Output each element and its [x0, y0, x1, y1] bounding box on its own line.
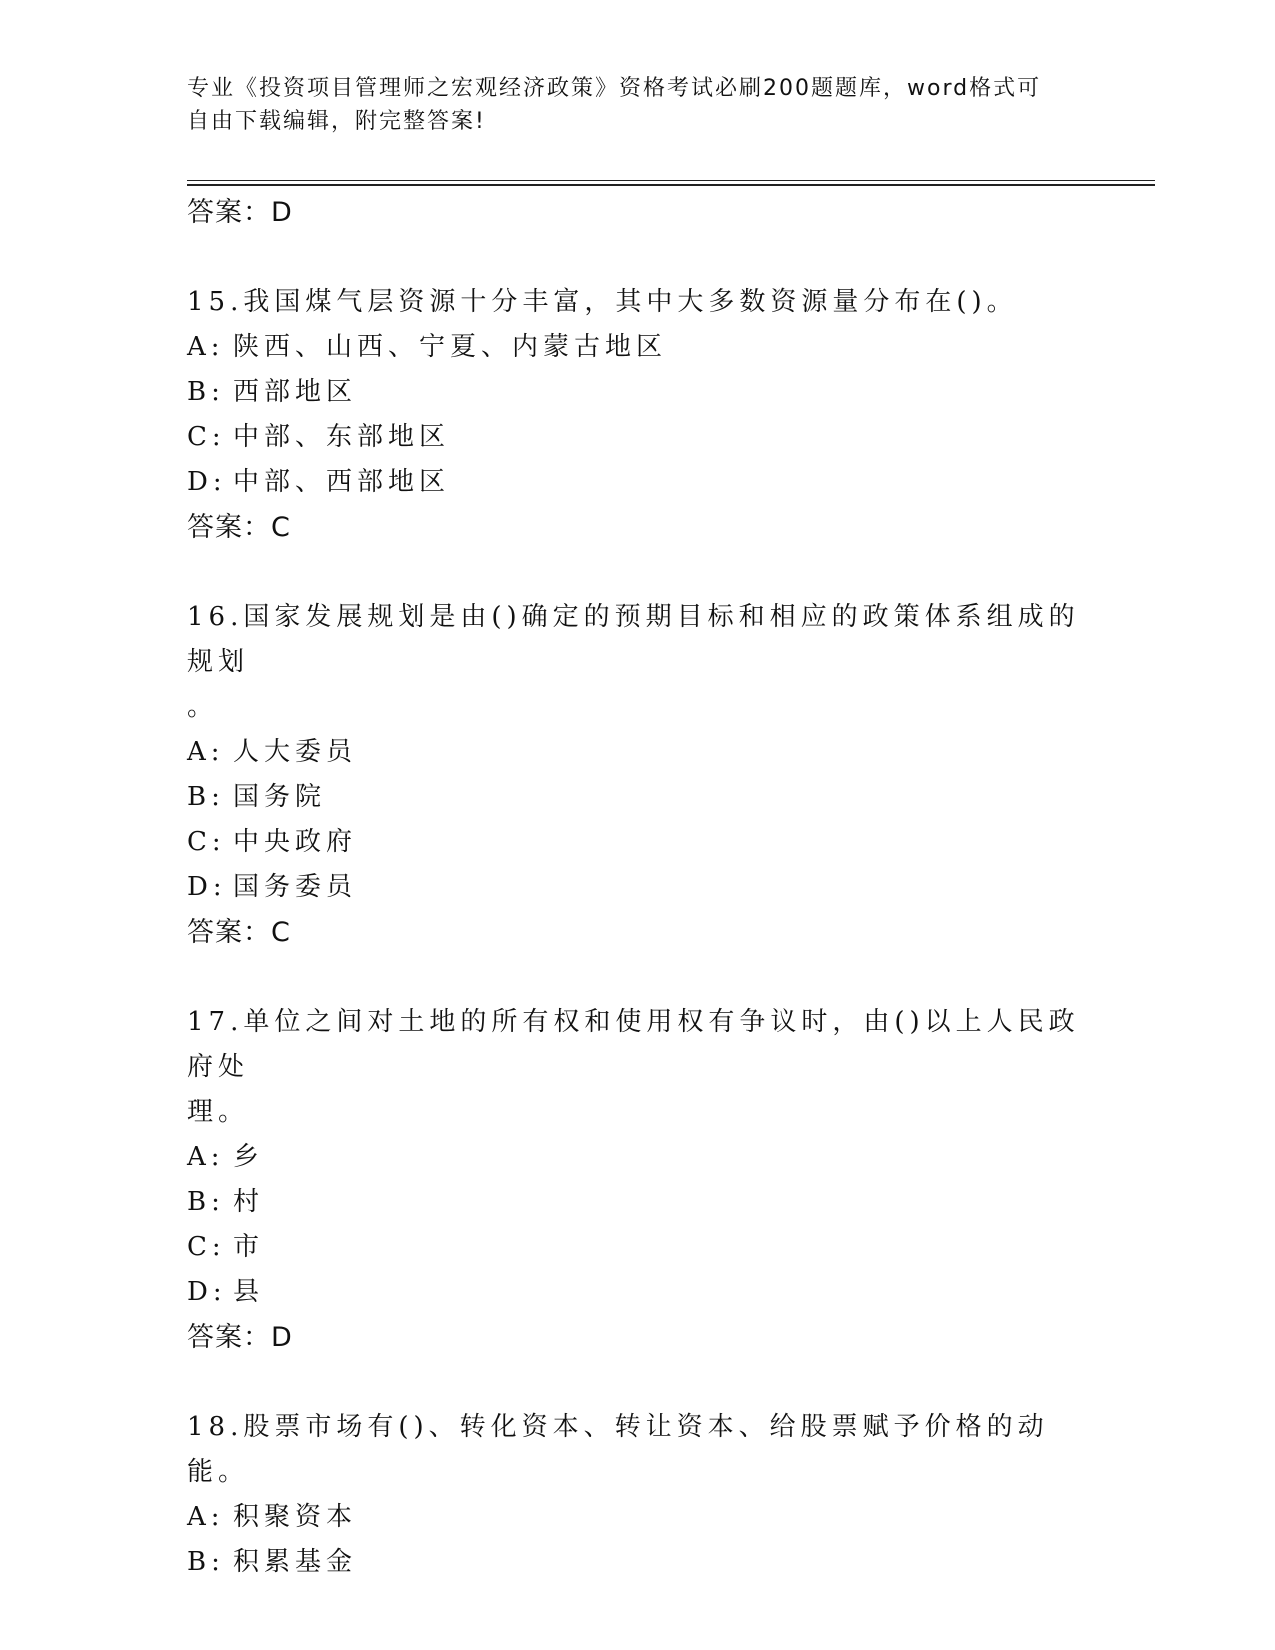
option-b — [187, 370, 1087, 415]
option-c — [187, 415, 1087, 460]
answer-value: C — [271, 917, 291, 948]
option-d — [187, 460, 1087, 505]
header-rule-thick — [187, 184, 1155, 186]
option-text: 积累基金 — [233, 1547, 358, 1577]
question-stem-line: 18.股票市场有()、转化资本、转让资本、给股票赋予价格的动能。 — [187, 1412, 1049, 1487]
option-text: 乡 — [233, 1142, 265, 1172]
answer-label: 答案： — [187, 1322, 271, 1353]
option-letter: B: — [187, 1547, 225, 1577]
answer-label: 答案： — [187, 917, 271, 948]
option-letter: A: — [187, 737, 225, 767]
option-letter: C: — [187, 422, 226, 452]
option-text: 陕西、山西、宁夏、内蒙古地区 — [233, 332, 668, 362]
option-a — [187, 1495, 1087, 1540]
option-text: 县 — [233, 1277, 265, 1307]
answer-line — [187, 505, 1087, 550]
option-text: 人大委员 — [233, 737, 358, 767]
option-text: 中部、西部地区 — [233, 467, 451, 497]
question-stem-line: 16.国家发展规划是由()确定的预期目标和相应的政策体系组成的规划 — [187, 602, 1080, 677]
option-letter: C: — [187, 827, 226, 857]
header-rule-thin — [187, 180, 1155, 181]
option-letter: B: — [187, 782, 225, 812]
option-text: 积聚资本 — [233, 1502, 358, 1532]
option-text: 村 — [233, 1187, 265, 1217]
answer-line — [187, 1315, 1087, 1360]
answer-label: 答案： — [187, 197, 271, 228]
header-line-2: 自由下载编辑，附完整答案! — [187, 109, 486, 134]
option-letter: B: — [187, 1187, 225, 1217]
answer-line — [187, 190, 1087, 235]
option-text: 中部、东部地区 — [233, 422, 451, 452]
option-a — [187, 730, 1087, 775]
header-line-1: 专业《投资项目管理师之宏观经济政策》资格考试必刷200题题库，word格式可 — [187, 76, 1042, 101]
option-b — [187, 1180, 1087, 1225]
option-b — [187, 1540, 1087, 1585]
option-letter: A: — [187, 1502, 225, 1532]
option-letter: A: — [187, 332, 225, 362]
option-c — [187, 1225, 1087, 1270]
question-stem — [187, 1405, 1087, 1495]
answer-label: 答案： — [187, 512, 271, 543]
option-a — [187, 1135, 1087, 1180]
option-letter: B: — [187, 377, 225, 407]
option-text: 中央政府 — [233, 827, 358, 857]
option-letter: A: — [187, 1142, 225, 1172]
answer-value: D — [271, 1322, 293, 1353]
answer-value: D — [271, 197, 293, 228]
option-letter: D: — [187, 872, 227, 902]
document-header — [187, 72, 1067, 138]
option-c — [187, 820, 1087, 865]
option-text: 国务委员 — [233, 872, 358, 902]
option-letter: C: — [187, 1232, 226, 1262]
option-text: 国务院 — [233, 782, 327, 812]
answer-line — [187, 910, 1087, 955]
question-stem-line: 理。 — [187, 1097, 250, 1127]
question-stem-line: 17.单位之间对土地的所有权和使用权有争议时，由()以上人民政府处 — [187, 1007, 1080, 1082]
question-stem — [187, 595, 1087, 730]
question-stem — [187, 1000, 1087, 1135]
option-b — [187, 775, 1087, 820]
question-list — [187, 190, 1087, 1585]
answer-value: C — [271, 512, 291, 543]
option-d — [187, 1270, 1087, 1315]
question-stem-line: 。 — [187, 692, 219, 722]
option-letter: D: — [187, 1277, 227, 1307]
question-stem-line: 15.我国煤气层资源十分丰富，其中大多数资源量分布在()。 — [187, 287, 1018, 317]
option-a — [187, 325, 1087, 370]
option-text: 市 — [233, 1232, 265, 1262]
option-letter: D: — [187, 467, 227, 497]
question-stem — [187, 280, 1087, 325]
option-text: 西部地区 — [233, 377, 358, 407]
option-d — [187, 865, 1087, 910]
